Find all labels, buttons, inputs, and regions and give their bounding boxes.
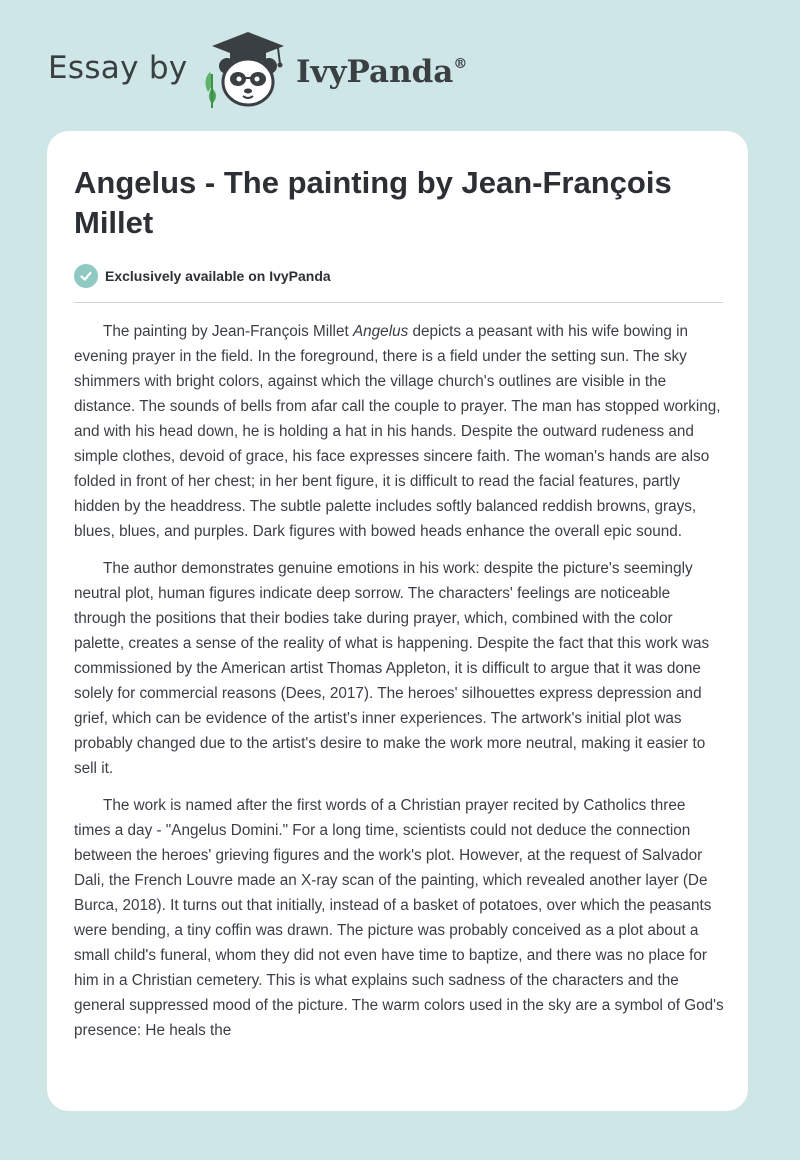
check-icon (74, 264, 98, 288)
essay-title: Angelus - The painting by Jean-François Millet (74, 165, 672, 240)
divider (74, 302, 723, 303)
painting-title-italic: Angelus (352, 323, 409, 340)
essay-body (74, 319, 724, 1055)
paragraph: The author demonstrates genuine emotions in his work: despite the picture's seemingly neutral plot, human figures indicate deep sorrow. The characters' feelings are noticeable through the positions that their bodies take during prayer, which, combined with the color palette, creates a sense of the reality of what is happening. Despite the fact that this work was commissioned by the American artist Thomas Appleton, it is difficult to argue that it was done solely for commercial reasons (Dees, 2017). The heroes' silhouettes express depression and grief, which can be evidence of the artist's inner experiences. The artwork's initial plot was probably changed due to the artist's desire to make the work more neutral, making it easier to sell it. (74, 560, 710, 777)
panda-graduate-icon[interactable] (200, 30, 296, 110)
essay-by-label: Essay by (48, 50, 188, 86)
essay-card (47, 131, 748, 1111)
exclusive-badge (74, 263, 331, 289)
trademark-symbol: ® (453, 56, 468, 72)
paragraph: The painting by Jean-François Millet Angelus depicts a peasant with his wife bowing in evening prayer in the field. In the foreground, there is a field under the setting sun. The sky shimmers with bright colors, against which the village church's outlines are visible in the distance. The sounds of bells from afar call the couple to prayer. The man has stopped working, and with his head down, he is holding a hat in his hands. Despite the outward rudeness and simple clothes, devoid of grace, his face expresses sincere faith. The woman's hands are also folded in front of her chest; in her bent figure, it is difficult to read the facial features, partly hidden by the headdress. The subtle palette includes softly balanced reddish browns, grays, blues, blues, and purples. Dark figures with bowed heads enhance the overall epic sound. (74, 323, 721, 540)
site-header (0, 0, 800, 130)
brand-name[interactable]: IvyPanda® (296, 54, 468, 90)
paragraph: The work is named after the first words of a Christian prayer recited by Catholics three times a day - "Angelus Domini." For a long time, scientists could not deduce the connection between the heroes' grieving figures and the work's plot. However, at the request of Salvador Dali, the French Louvre made an X-ray scan of the painting, which revealed another layer (De Burca, 2018). It turns out that initially, instead of a basket of potatoes, over which the peasants were bending, a tiny coffin was drawn. The picture was probably conceived as a plot about a small child's funeral, whom they did not even have time to baptize, and there was no place for him in a Christian cemetery. This is what explains such sadness of the characters and the general suppressed mood of the picture. The warm colors used in the sky are a symbol of God's presence: He heals the (74, 797, 724, 1039)
exclusive-label: Exclusively available on IvyPanda (105, 268, 331, 284)
